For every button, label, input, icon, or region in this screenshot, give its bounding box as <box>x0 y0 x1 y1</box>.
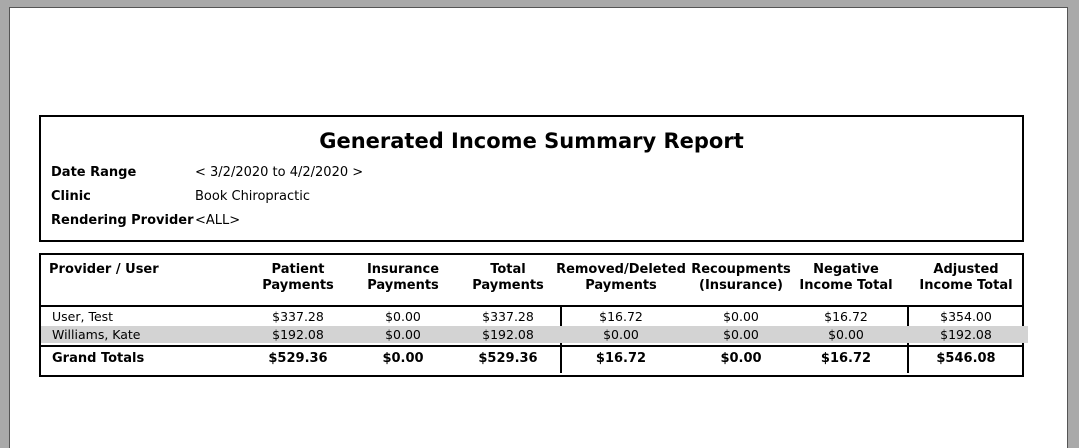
col-header-patient-payments <box>248 262 348 294</box>
col-header-provider <box>49 262 179 278</box>
cell-total-recoupments: $0.00 <box>720 351 762 366</box>
cell-negative-income: $0.00 <box>828 327 864 342</box>
cell-insurance-payments: $0.00 <box>385 327 421 342</box>
col-header-line1: Adjusted <box>933 262 999 277</box>
cell-provider: Williams, Kate <box>52 327 141 342</box>
cell-total-negative-income: $16.72 <box>820 351 872 366</box>
param-label: Clinic <box>51 189 91 204</box>
cell-total-payments: $192.08 <box>482 327 534 342</box>
cell-removed-deleted: $16.72 <box>599 309 643 324</box>
col-header-line1: Removed/Deleted <box>556 262 686 277</box>
col-header-line2: Payments <box>262 278 334 293</box>
report-title: Generated Income Summary Report <box>319 129 744 153</box>
param-label: Date Range <box>51 165 137 180</box>
cell-recoupments: $0.00 <box>723 327 759 342</box>
header-divider <box>41 305 1022 307</box>
param-value: <ALL> <box>195 213 241 228</box>
col-header-line1: Insurance <box>366 262 440 277</box>
cell-total-total-payments: $529.36 <box>478 351 538 366</box>
col-header-line2: Income Total <box>799 278 893 293</box>
col-header-removed-deleted <box>556 262 686 294</box>
cell-provider: User, Test <box>52 309 114 324</box>
col-header-line2: Income Total <box>919 278 1013 293</box>
grand-totals-row <box>41 349 1028 369</box>
cell-adjusted-income: $192.08 <box>940 327 992 342</box>
col-header-line2: Payments <box>585 278 657 293</box>
table-row <box>41 308 1028 325</box>
totals-divider <box>41 345 1022 347</box>
param-value: < 3/2/2020 to 4/2/2020 > <box>195 165 364 180</box>
col-header-adjusted-income <box>911 262 1021 294</box>
col-header-line2: Payments <box>472 278 544 293</box>
col-header-recoupments <box>691 262 791 294</box>
col-header-line1: Negative <box>813 262 879 277</box>
col-header-line1: Total <box>490 262 526 277</box>
cell-insurance-payments: $0.00 <box>385 309 421 324</box>
param-label: Rendering Provider <box>51 213 194 228</box>
table-row <box>41 326 1028 343</box>
cell-adjusted-income: $354.00 <box>940 309 992 324</box>
cell-total-payments: $337.28 <box>482 309 534 324</box>
report-header <box>39 115 1024 242</box>
col-header-negative-income <box>796 262 896 294</box>
col-header-line1: Patient <box>271 262 325 277</box>
cell-negative-income: $16.72 <box>824 309 868 324</box>
cell-total-insurance-payments: $0.00 <box>382 351 424 366</box>
col-header-line2: (Insurance) <box>699 278 783 293</box>
param-value: Book Chiropractic <box>195 189 310 204</box>
cell-recoupments: $0.00 <box>723 309 759 324</box>
cell-total-patient-payments: $529.36 <box>268 351 328 366</box>
cell-total-adjusted-income: $546.08 <box>936 351 996 366</box>
cell-patient-payments: $192.08 <box>272 327 324 342</box>
cell-total-removed-deleted: $16.72 <box>595 351 647 366</box>
income-table <box>39 253 1024 377</box>
cell-patient-payments: $337.28 <box>272 309 324 324</box>
cell-grand-totals-label: Grand Totals <box>52 351 145 366</box>
col-header-line1: Provider / User <box>49 262 159 277</box>
col-header-line2: Payments <box>367 278 439 293</box>
col-header-total-payments <box>463 262 553 294</box>
report-page <box>9 7 1068 448</box>
col-header-insurance-payments <box>358 262 448 294</box>
cell-removed-deleted: $0.00 <box>603 327 639 342</box>
col-header-line1: Recoupments <box>691 262 791 277</box>
